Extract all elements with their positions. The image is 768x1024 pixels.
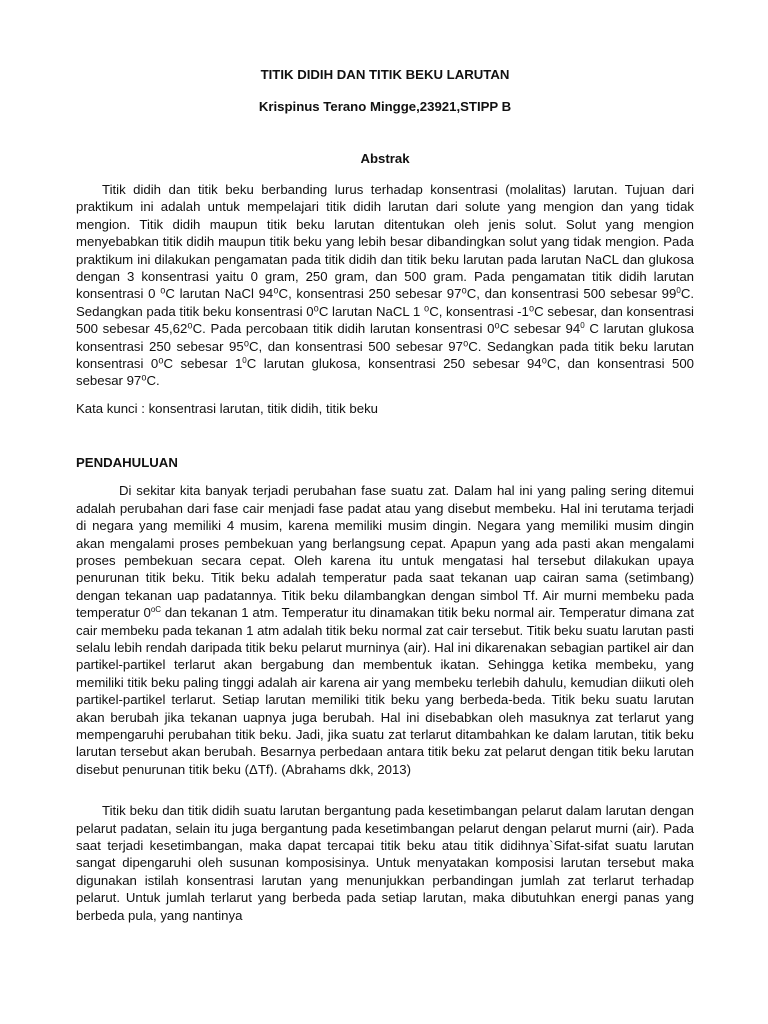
author-line: Krispinus Terano Mingge,23921,STIPP B: [258, 99, 512, 114]
abstract-heading: Abstrak: [360, 151, 410, 166]
section-heading-pendahuluan: PENDAHULUAN: [76, 455, 178, 471]
superscript-degree: oC: [150, 605, 162, 615]
intro-text: Di sekitar kita banyak terjadi perubahan fase suatu zat. Dalam hal ini yang paling sering ditemui adalah perubahan dari fase cair menjadi fase padat atau yang disebut membeku. Hal ini terutama terjadi di negara yang memiliki 4 musim, karena memiliki musim dingin. Negara yang memiliki musim dingin akan mengalami proses pembekuan yang berlangsung cepat. Apapun yang ada pasti akan mengalami proses pembekuan secara cepat. Oleh karena itu untuk mengatasi hal tersebut dilakukan upaya penurunan titik beku. Titik beku adalah temperatur pada saat tekanan uap cairan sama (setimbang) dengan tekanan uap padatannya. Titik beku dilambangkan dengan simbol Tf. Air murni membeku pada temperatur 0: [76, 483, 694, 621]
abstract-text: C. Sedangkan pada titik beku konsentrasi 0⁰C larutan NaCL 1 ⁰C, konsentrasi -1⁰C sebesar, dan konsentrasi 500 sebesar 45,62⁰C. Pada percobaan titik didih larutan konsentrasi 0⁰C sebesar 94: [76, 286, 694, 337]
abstract-text: C larutan glukosa, konsentrasi 250 sebesar 94⁰C, dan konsentrasi 500 sebesar 97⁰C.: [76, 356, 695, 389]
abstract-paragraph: [76, 181, 694, 390]
intro-paragraph-1: [76, 482, 694, 778]
abstract-text: C larutan glukosa konsentrasi 250 sebesar 95⁰C, dan konsentrasi 500 sebesar 97⁰C. Sedangkan pada titik beku larutan konsentrasi 0⁰C sebesar 1: [76, 321, 694, 372]
document-title: TITIK DIDIH DAN TITIK BEKU LARUTAN: [260, 67, 510, 82]
intro-paragraph-2: Titik beku dan titik didih suatu larutan bergantung pada kesetimbangan pelarut dalam larutan dengan pelarut padatan, selain itu juga bergantung pada kesetimbangan pelarut dengan pelarut murni (air). Pada saat terjadi kesetimbangan, maka dapat tercapai titik beku atau titik didihnya`Sifat-sifat suatu larutan sangat dipengaruhi oleh susunan komposisinya. Untuk menyatakan komposisi larutan tersebut maka digunakan istilah konsentrasi larutan yang menunjukkan perbandingan jumlah zat terlarut terhadap pelarut. Untuk jumlah terlarut yang berbeda pada setiap larutan, maka dibutuhkan energi panas yang berbeda pula, yang nantinya: [76, 803, 694, 923]
abstract-text: Titik didih dan titik beku berbanding lurus terhadap konsentrasi (molalitas) larutan. Tujuan dari praktikum ini adalah untuk mempelajari titik didih larutan dari solute yang mengion dan yang tidak mengion. Titik didih maupun titik beku larutan ditentukan oleh jenis solut. Solut yang mengion menyebabkan titik didih maupun titik beku yang lebih besar dibandingkan solut yang tidak mengion. Pada praktikum ini dilakukan pengamatan pada titik didih dan titik beku larutan pada larutan NaCL dan glukosa dengan 3 konsentrasi yaitu 0 gram, 250 gram, dan 500 gram. Pada pengamatan titik didih larutan konsentrasi 0 ⁰C larutan NaCl 94⁰C, konsentrasi 250 sebesar 97⁰C, dan konsentrasi 500 sebesar 99: [76, 182, 694, 302]
keywords-line: Kata kunci : konsentrasi larutan, titik didih, titik beku: [76, 400, 378, 416]
superscript-degree: 0: [580, 321, 585, 331]
superscript-degree: 0: [242, 356, 247, 366]
superscript-degree: 0: [676, 286, 681, 296]
intro-text: dan tekanan 1 atm. Temperatur itu dinamakan titik beku normal air. Temperatur dimana zat cair membeku pada tekanan 1 atm adalah titik beku normal zat cair tersebut. Titik beku suatu larutan pasti selalu lebih rendah daripada titik beku pelarut murninya (air). Hal ini dikarenakan sebagian partikel air dan partikel-partikel terlarut akan bergabung dan membentuk ikatan. Sehingga ketika membeku, yang memiliki titik beku paling tinggi adalah air karena air yang membeku terlebih dahulu, kemudian diikuti oleh partikel-partikel terlarut. Setiap larutan memiliki titik beku yang berbeda-beda. Titik beku suatu larutan akan berubah jika tekanan uapnya juga berubah. Hal ini disebabkan oleh masuknya zat terlarut yang mempengaruhi perubahan titik beku. Jadi, jika suatu zat terlarut ditambahkan ke dalam larutan, titik beku larutan tersebut akan berubah. Besarnya perbedaan antara titik beku zat pelarut dengan titik beku larutan disebut penurunan titik beku (ΔTf). (Abrahams dkk, 2013): [76, 605, 694, 777]
document-page: [76, 66, 694, 924]
